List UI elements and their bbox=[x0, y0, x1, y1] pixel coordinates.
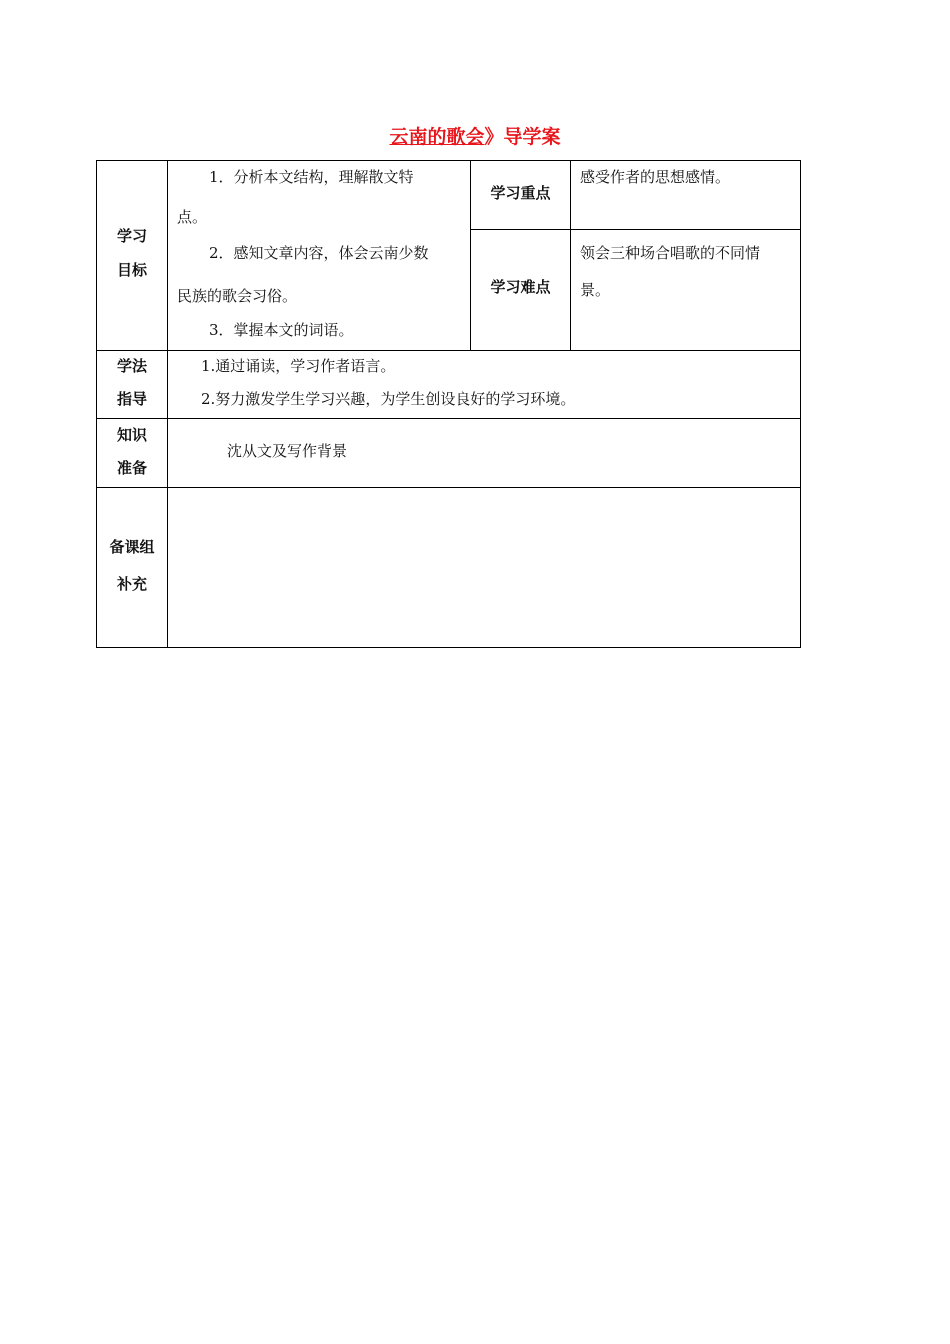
goal-item-1-line2: 点。 bbox=[177, 208, 208, 226]
method-label-line2: 指导 bbox=[116, 390, 147, 408]
knowledge-label-line1: 知识 bbox=[116, 426, 147, 444]
supplement-label-cell bbox=[96, 487, 168, 648]
difficulty-text-line2: 景。 bbox=[580, 281, 611, 299]
difficulty-text-line1: 领会三种场合唱歌的不同情 bbox=[580, 244, 761, 262]
knowledge-text: 沈从文及写作背景 bbox=[227, 442, 348, 460]
goal-item-1-line1: 1．分析本文结构，理解散文特 bbox=[209, 168, 414, 186]
page-title bbox=[0, 122, 950, 149]
supplement-label-line2: 补充 bbox=[116, 575, 147, 593]
method-item-1: 1.通过诵读，学习作者语言。 bbox=[201, 357, 396, 375]
goals-label-line2: 目标 bbox=[116, 261, 147, 279]
goals-label-cell bbox=[96, 160, 168, 351]
title-rest: 》导学案 bbox=[484, 126, 561, 148]
key-point-text: 感受作者的思想感情。 bbox=[580, 168, 731, 186]
difficulty-label: 学习难点 bbox=[490, 278, 551, 296]
title-underlined: 云南的歌会 bbox=[389, 126, 485, 148]
goal-item-2-line1: 2．感知文章内容，体会云南少数 bbox=[209, 244, 429, 262]
goal-item-3: 3．掌握本文的词语。 bbox=[209, 321, 354, 339]
supplement-label-line1: 备课组 bbox=[109, 538, 155, 556]
key-point-label: 学习重点 bbox=[490, 184, 551, 202]
method-label-line1: 学法 bbox=[116, 357, 147, 375]
goals-label-line1: 学习 bbox=[116, 227, 147, 245]
goal-item-2-line2: 民族的歌会习俗。 bbox=[177, 287, 298, 305]
knowledge-label-line2: 准备 bbox=[116, 459, 147, 477]
method-item-2: 2.努力激发学生学习兴趣，为学生创设良好的学习环境。 bbox=[201, 390, 576, 408]
supplement-content-cell bbox=[167, 487, 801, 648]
